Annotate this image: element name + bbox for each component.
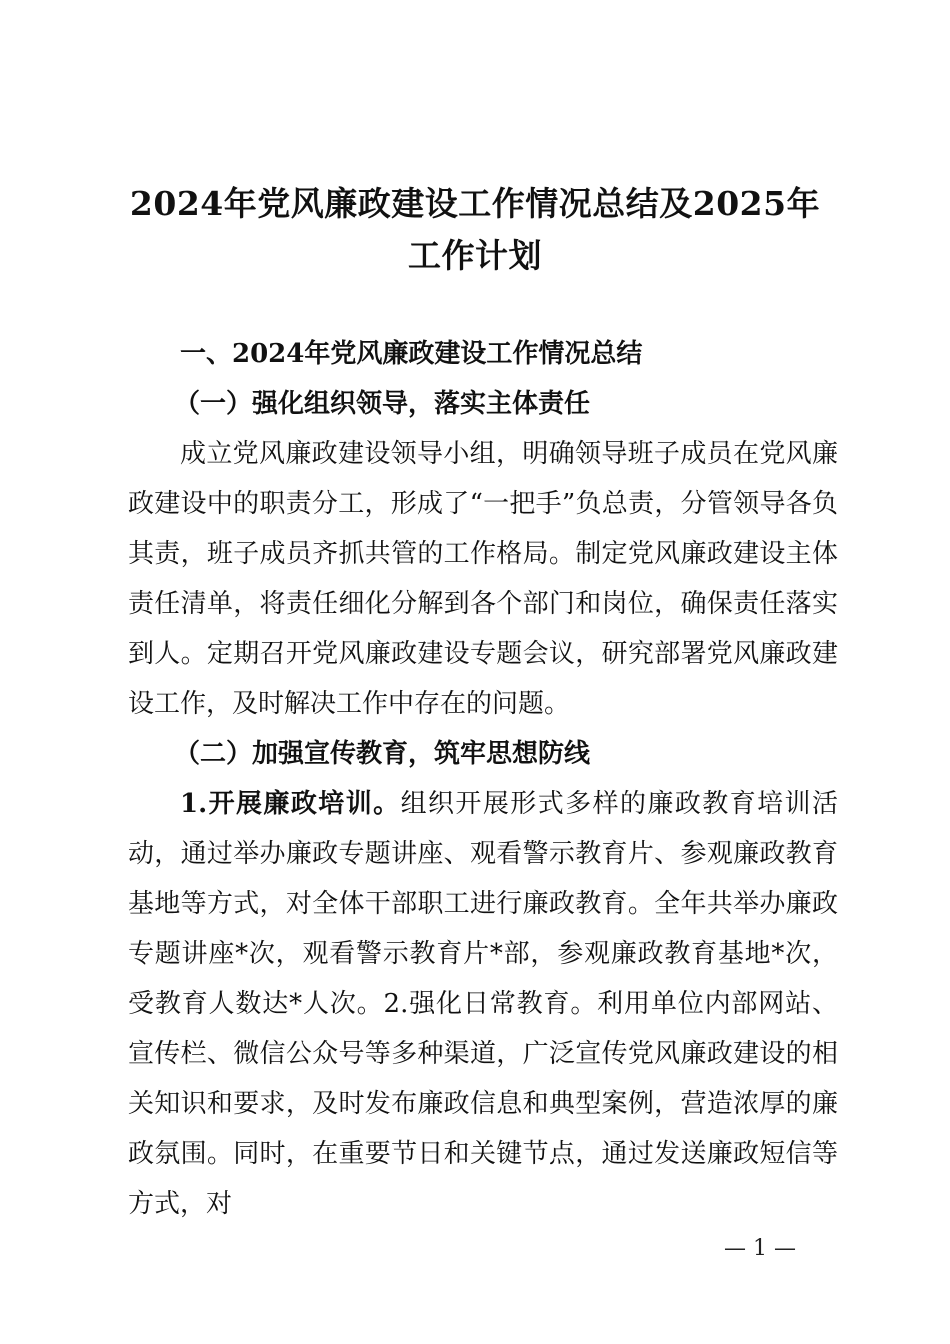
document-body [128, 329, 838, 1229]
subsection-heading-1: （一）强化组织领导，落实主体责任 [174, 389, 591, 419]
title-line-2: 工作计划 [408, 236, 542, 275]
paragraph-2-lead: 1.开展廉政培训。 [180, 789, 401, 819]
subsection-heading-2: （二）加强宣传教育，筑牢思想防线 [174, 739, 591, 769]
paragraph-2 [128, 779, 838, 1229]
paragraph-2-text: 组织开展形式多样的廉政教育培训活动，通过举办廉政专题讲座、观看警示教育片、参观廉政教育基地等方式，对全体干部职工进行廉政教育。全年共举办廉政专题讲座*次，观看警示教育片*部，参观廉政教育基地*次，受教育人数达*人次。2.强化日常教育。利用单位内部网站、宣传栏、微信公众号等多种渠道，广泛宣传党风廉政建设的相关知识和要求，及时发布廉政信息和典型案例，营造浓厚的廉政氛围。同时，在重要节日和关键节点，通过发送廉政短信等方式，对 [128, 789, 838, 1219]
section-heading-1: 一、2024年党风廉政建设工作情况总结 [180, 339, 643, 369]
title-line-1: 2024年党风廉政建设工作情况总结及2025年 [129, 184, 821, 223]
document-title [100, 178, 850, 282]
paragraph-1: 成立党风廉政建设领导小组，明确领导班子成员在党风廉政建设中的职责分工，形成了“一把手”负总责，分管领导各负其责，班子成员齐抓共管的工作格局。制定党风廉政建设主体责任清单，将责任细化分解到各个部门和岗位，确保责任落实到人。定期召开党风廉政建设专题会议，研究部署党风廉政建设工作，及时解决工作中存在的问题。 [128, 439, 838, 719]
page-number: — 1 — [724, 1236, 796, 1261]
